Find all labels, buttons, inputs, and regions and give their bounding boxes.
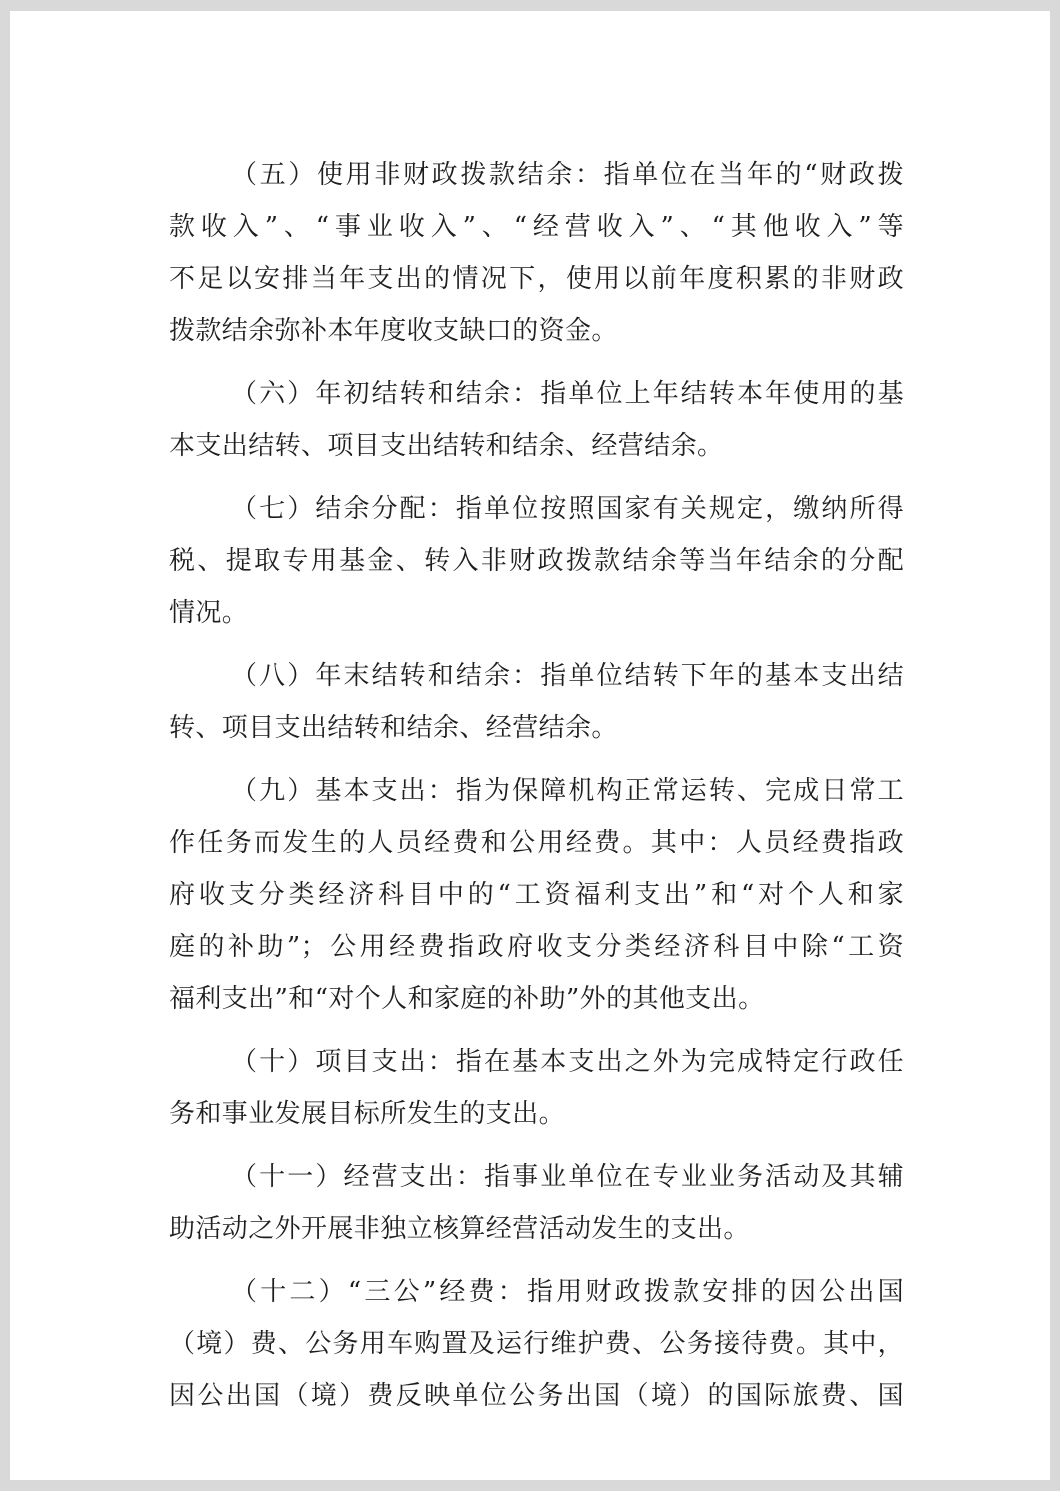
paragraph-9 bbox=[169, 765, 904, 1025]
paragraph-line: 税、提取专用基金、转入非财政拨款结余等当年结余的分配 bbox=[169, 546, 904, 576]
paragraph-line: （十）项目支出：指在基本支出之外为完成特定行政任 bbox=[231, 1047, 904, 1077]
paragraph-11 bbox=[169, 1151, 904, 1255]
paragraph-line: 福利支出”和“对个人和家庭的补助”外的其他支出。 bbox=[169, 984, 765, 1014]
paragraph-line: （境）费、公务用车购置及运行维护费、公务接待费。其中， bbox=[169, 1329, 904, 1359]
paragraph-line: 本支出结转、项目支出结转和结余、经营结余。 bbox=[169, 431, 724, 461]
paragraph-5 bbox=[169, 149, 904, 357]
paragraph-10 bbox=[169, 1036, 904, 1140]
paragraph-line: 作任务而发生的人员经费和公用经费。其中：人员经费指政 bbox=[169, 828, 904, 858]
paragraph-7 bbox=[169, 483, 904, 639]
paragraph-line: （十一）经营支出：指事业单位在专业业务活动及其辅 bbox=[231, 1162, 904, 1192]
paragraph-line: 助活动之外开展非独立核算经营活动发生的支出。 bbox=[169, 1214, 750, 1244]
paragraph-line: 务和事业发展目标所发生的支出。 bbox=[169, 1099, 566, 1129]
paragraph-line: （七）结余分配：指单位按照国家有关规定，缴纳所得 bbox=[231, 494, 904, 524]
document-body bbox=[169, 149, 904, 1433]
paragraph-line: 因公出国（境）费反映单位公务出国（境）的国际旅费、国 bbox=[169, 1381, 904, 1411]
paragraph-line: 款收入”、“事业收入”、“经营收入”、“其他收入”等 bbox=[169, 212, 904, 242]
document-page bbox=[10, 11, 1050, 1480]
paragraph-line: 庭的补助”；公用经费指政府收支分类经济科目中除“工资 bbox=[169, 932, 904, 962]
paragraph-line: （五）使用非财政拨款结余：指单位在当年的“财政拨 bbox=[231, 160, 904, 190]
paragraph-6 bbox=[169, 368, 904, 472]
paragraph-line: 情况。 bbox=[169, 598, 249, 628]
paragraph-line: （六）年初结转和结余：指单位上年结转本年使用的基 bbox=[231, 379, 904, 409]
paragraph-line: （十二）“三公”经费：指用财政拨款安排的因公出国 bbox=[231, 1277, 904, 1307]
paragraph-8 bbox=[169, 650, 904, 754]
paragraph-line: 拨款结余弥补本年度收支缺口的资金。 bbox=[169, 316, 618, 346]
paragraph-line: （九）基本支出：指为保障机构正常运转、完成日常工 bbox=[231, 776, 904, 806]
paragraph-line: 府收支分类经济科目中的“工资福利支出”和“对个人和家 bbox=[169, 880, 904, 910]
paragraph-line: 转、项目支出结转和结余、经营结余。 bbox=[169, 713, 618, 743]
paragraph-line: （八）年末结转和结余：指单位结转下年的基本支出结 bbox=[231, 661, 904, 691]
paragraph-line: 不足以安排当年支出的情况下，使用以前年度积累的非财政 bbox=[169, 264, 904, 294]
paragraph-12 bbox=[169, 1266, 904, 1422]
